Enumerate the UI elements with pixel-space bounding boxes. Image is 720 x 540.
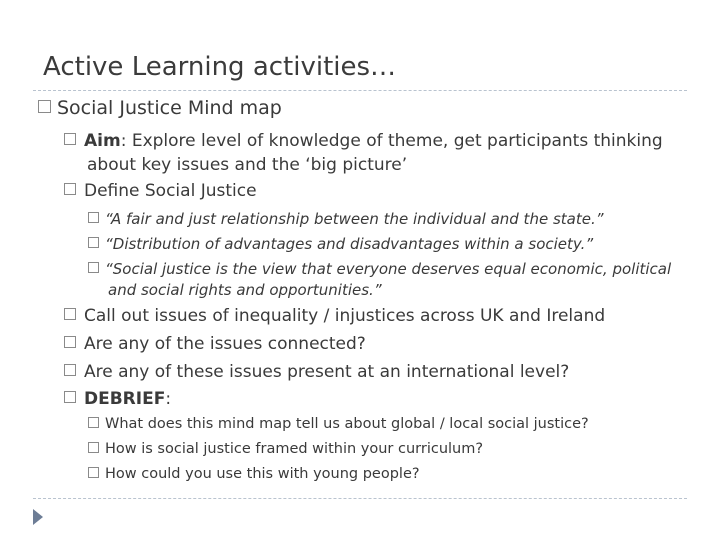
bullet-box-icon (88, 467, 99, 478)
bullet-box-icon (88, 442, 99, 453)
bullet-box-icon (64, 391, 76, 403)
debrief-bullet (64, 389, 171, 409)
bullet-box-icon (88, 212, 99, 223)
bullet-box-icon (64, 336, 76, 348)
point-bullet (64, 362, 569, 382)
heading-bullet (38, 97, 282, 119)
debrief-question (88, 441, 483, 457)
slide-title: Active Learning activities… (43, 52, 397, 82)
bullet-box-icon (88, 262, 99, 273)
point-text: Call out issues of inequality / injustices across UK and Ireland (84, 306, 606, 326)
bullet-box-icon (64, 183, 76, 195)
bullet-box-icon (64, 308, 76, 320)
definition-text: “A fair and just relationship between the individual and the state.” (105, 210, 604, 228)
define-bullet (64, 181, 257, 201)
definition-item (88, 260, 671, 278)
bullet-box-icon (88, 417, 99, 428)
question-text: What does this mind map tell us about global / local social justice? (105, 416, 589, 432)
definition-continuation: and social rights and opportunities.” (108, 281, 382, 299)
point-text: Are any of the issues connected? (84, 334, 366, 354)
bullet-box-icon (64, 133, 76, 145)
aim-bullet (64, 131, 663, 151)
heading-text: Social Justice Mind map (57, 97, 282, 119)
definition-item (88, 235, 593, 253)
aim-text-line2: about key issues and the ‘big picture’ (87, 155, 408, 175)
point-bullet (64, 334, 366, 354)
debrief-label: DEBRIEF (84, 389, 166, 409)
debrief-suffix: : (165, 389, 172, 409)
define-text: Define Social Justice (84, 181, 257, 201)
definition-text: “Distribution of advantages and disadvantages within a society.” (105, 235, 594, 253)
debrief-question (88, 416, 589, 432)
bullet-box-icon (88, 237, 99, 248)
debrief-question (88, 466, 420, 482)
aim-text-line1: : Explore level of knowledge of theme, get participants thinking (120, 131, 663, 151)
point-bullet (64, 306, 605, 326)
aim-label: Aim (84, 131, 121, 151)
bullet-box-icon (38, 100, 51, 113)
question-text: How is social justice framed within your curriculum? (105, 441, 484, 457)
next-arrow-icon[interactable] (33, 509, 43, 525)
bottom-divider (33, 498, 687, 499)
point-text: Are any of these issues present at an international level? (84, 362, 570, 382)
definition-item (88, 210, 603, 228)
question-text: How could you use this with young people? (105, 466, 420, 482)
bullet-box-icon (64, 364, 76, 376)
title-divider (33, 90, 687, 91)
definition-text: “Social justice is the view that everyone deserves equal economic, political (105, 260, 672, 278)
